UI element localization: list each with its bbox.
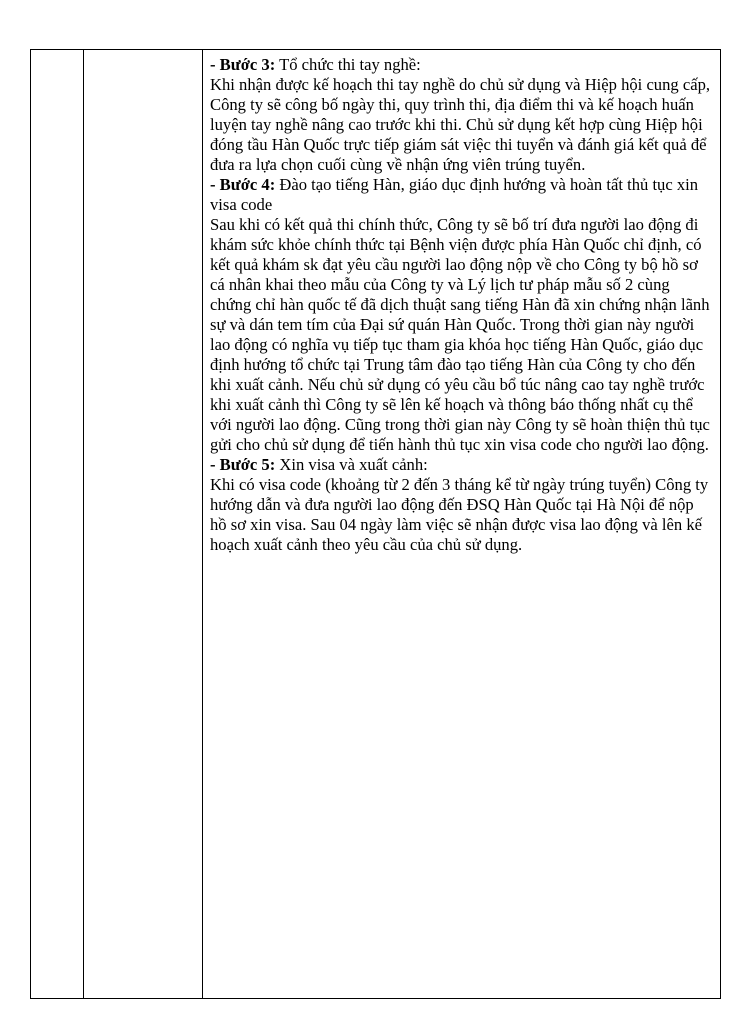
content-cell — [203, 50, 721, 999]
step-4-title: Đào tạo tiếng Hàn, giáo dục định hướng và hoàn tất thủ tục xin visa code — [210, 175, 699, 214]
step-4-body: Sau khi có kết quả thi chính thức, Công ty sẽ bố trí đưa người lao động đi khám sức khỏe chính thức tại Bệnh viện được phía Hàn Quốc chỉ định, có kết quả khám sk đạt yêu cầu người lao động nộp về cho Công ty bộ hồ sơ cá nhân khai theo mẫu của Công ty và Lý lịch tư pháp mẫu số 2 cùng chứng chỉ hàn quốc tế đã dịch thuật sang tiếng Hàn đã xin chứng nhận lãnh sự và dán tem tím của Đại sứ quán Hàn Quốc. Trong thời gian này người lao động có nghĩa vụ tiếp tục tham gia khóa học tiếng Hàn Quốc, giáo dục định hướng tổ chức tại Trung tâm đào tạo tiếng Hàn của Công ty cho đến khi xuất cảnh. Nếu chủ sử dụng có yêu cầu bổ túc nâng cao tay nghề trước khi xuất cảnh thì Công ty sẽ lên kế hoạch và thông báo thống nhất cụ thể với người lao động. Cũng trong thời gian này Công ty sẽ hoàn thiện thủ tục gửi cho chủ sử dụng để tiến hành thủ tục xin visa code cho người lao động. — [210, 215, 710, 454]
empty-column-2 — [84, 50, 203, 999]
document-table — [30, 49, 721, 999]
step-4-heading — [210, 175, 712, 215]
step-3-body: Khi nhận được kế hoạch thi tay nghề do chủ sử dụng và Hiệp hội cung cấp, Công ty sẽ công bố ngày thi, quy trình thi, địa điểm thi và kế hoạch huấn luyện tay nghề nâng cao trước khi thi. Chủ sử dụng kết hợp cùng Hiệp hội đóng tầu Hàn Quốc trực tiếp giám sát việc thi tuyển và đánh giá kết quả để đưa ra lựa chọn cuối cùng về nhận ứng viên trúng tuyển. — [210, 75, 711, 174]
step-5-heading — [210, 455, 712, 475]
step-3-title: Tổ chức thi tay nghề: — [275, 55, 421, 74]
step-3-heading — [210, 55, 712, 75]
step-5-prefix: - Bước 5: — [210, 455, 276, 474]
table-row — [31, 50, 721, 999]
step-5-body: Khi có visa code (khoảng từ 2 đến 3 tháng kể từ ngày trúng tuyển) Công ty hướng dẫn và đưa người lao động đến ĐSQ Hàn Quốc tại Hà Nội để nộp hồ sơ xin visa. Sau 04 ngày làm việc sẽ nhận được visa lao động và lên kế hoạch xuất cảnh theo yêu cầu của chủ sử dụng. — [210, 475, 709, 554]
step-5-title: Xin visa và xuất cảnh: — [275, 455, 428, 474]
step-3-prefix: - Bước 3: — [210, 55, 276, 74]
step-4-prefix: - Bước 4: — [210, 175, 276, 194]
empty-column-1 — [31, 50, 84, 999]
